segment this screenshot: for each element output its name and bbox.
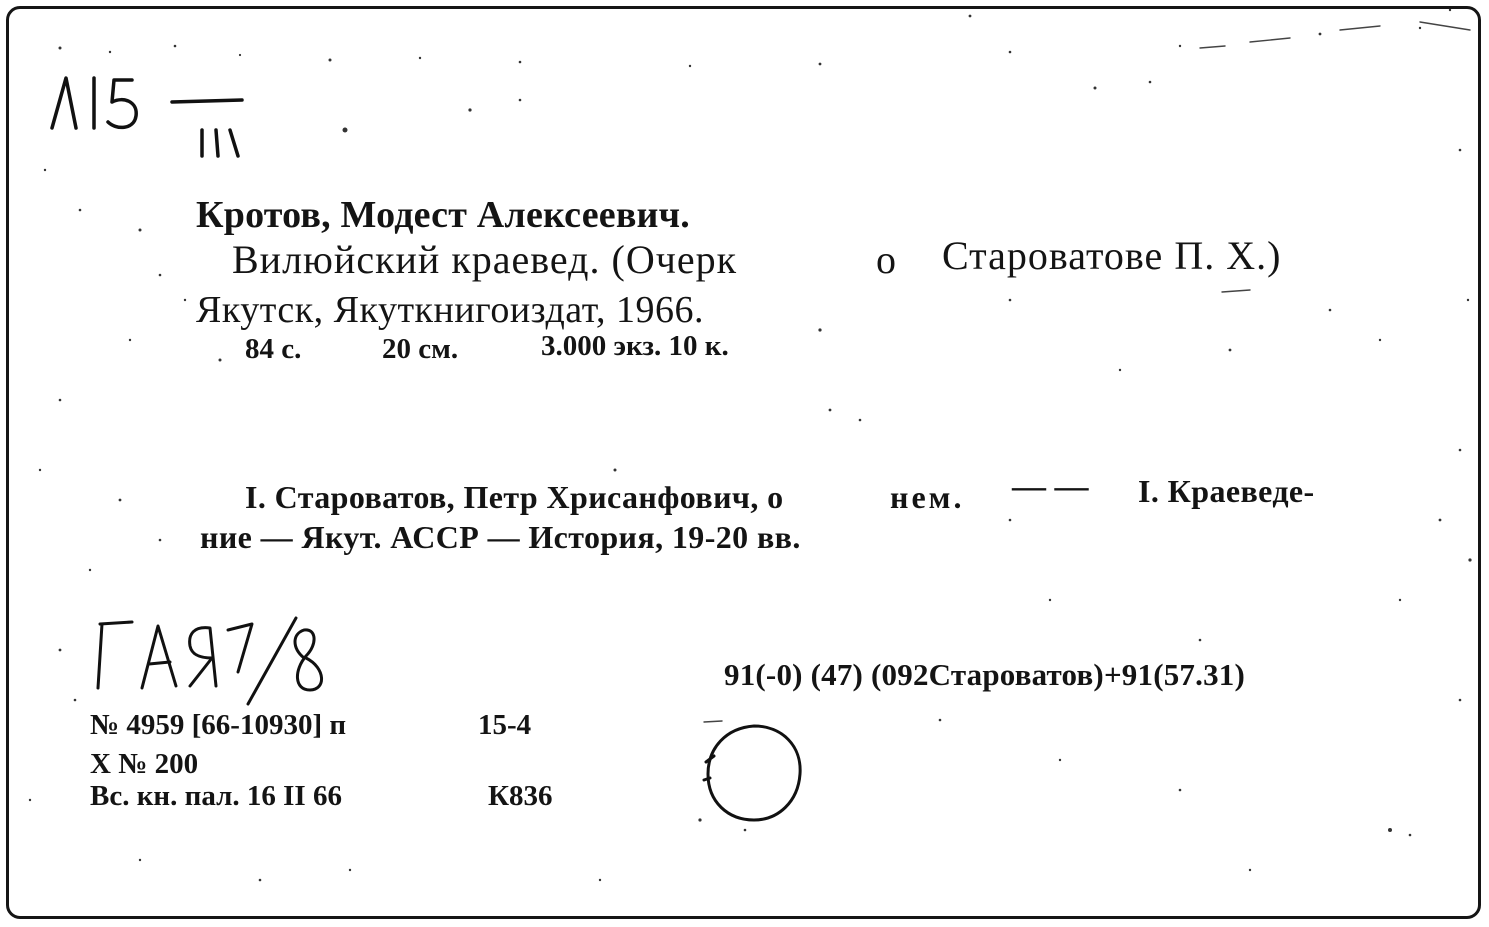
subject-line-2: ние — Якут. АССР — История, 19-20 вв. — [200, 519, 801, 555]
subject-line-1-dashes: — — — [1012, 468, 1089, 505]
book-chamber-stamp: Вс. кн. пал. 16 II 66 — [90, 780, 342, 812]
handwritten-shelfmark — [44, 68, 274, 168]
title-part-3: Староватове П. Х.) — [942, 233, 1282, 278]
classification-code: 91(-0) (47) (092Староватов)+91(57.31) — [724, 657, 1246, 692]
registration-code: 15-4 — [478, 709, 532, 741]
title-part-1: Вилюйский краевед. (Очерк — [232, 237, 738, 282]
book-chamber-code: К836 — [488, 780, 553, 812]
size: 20 см. — [382, 333, 459, 365]
subject-line-1-part-2: нем. — [890, 479, 965, 515]
registration-number: № 4959 [66-10930] п — [90, 709, 347, 741]
author-heading: Кротов, Модест Алексеевич. — [196, 194, 690, 236]
subject-line-1-part-4: I. Краеведе- — [1138, 473, 1315, 509]
print-run-price: 3.000 экз. 10 к. — [541, 330, 729, 362]
subject-line-1-part-1: I. Староватов, Петр Хрисанфович, о — [245, 479, 784, 515]
imprint: Якутск, Якуткнигоиздат, 1966. — [196, 289, 704, 331]
title-part-2: о — [876, 237, 896, 282]
handwritten-archive-mark — [92, 608, 342, 708]
punch-hole — [696, 718, 814, 830]
pages: 84 с. — [245, 333, 302, 365]
copy-number: Х № 200 — [90, 748, 199, 780]
